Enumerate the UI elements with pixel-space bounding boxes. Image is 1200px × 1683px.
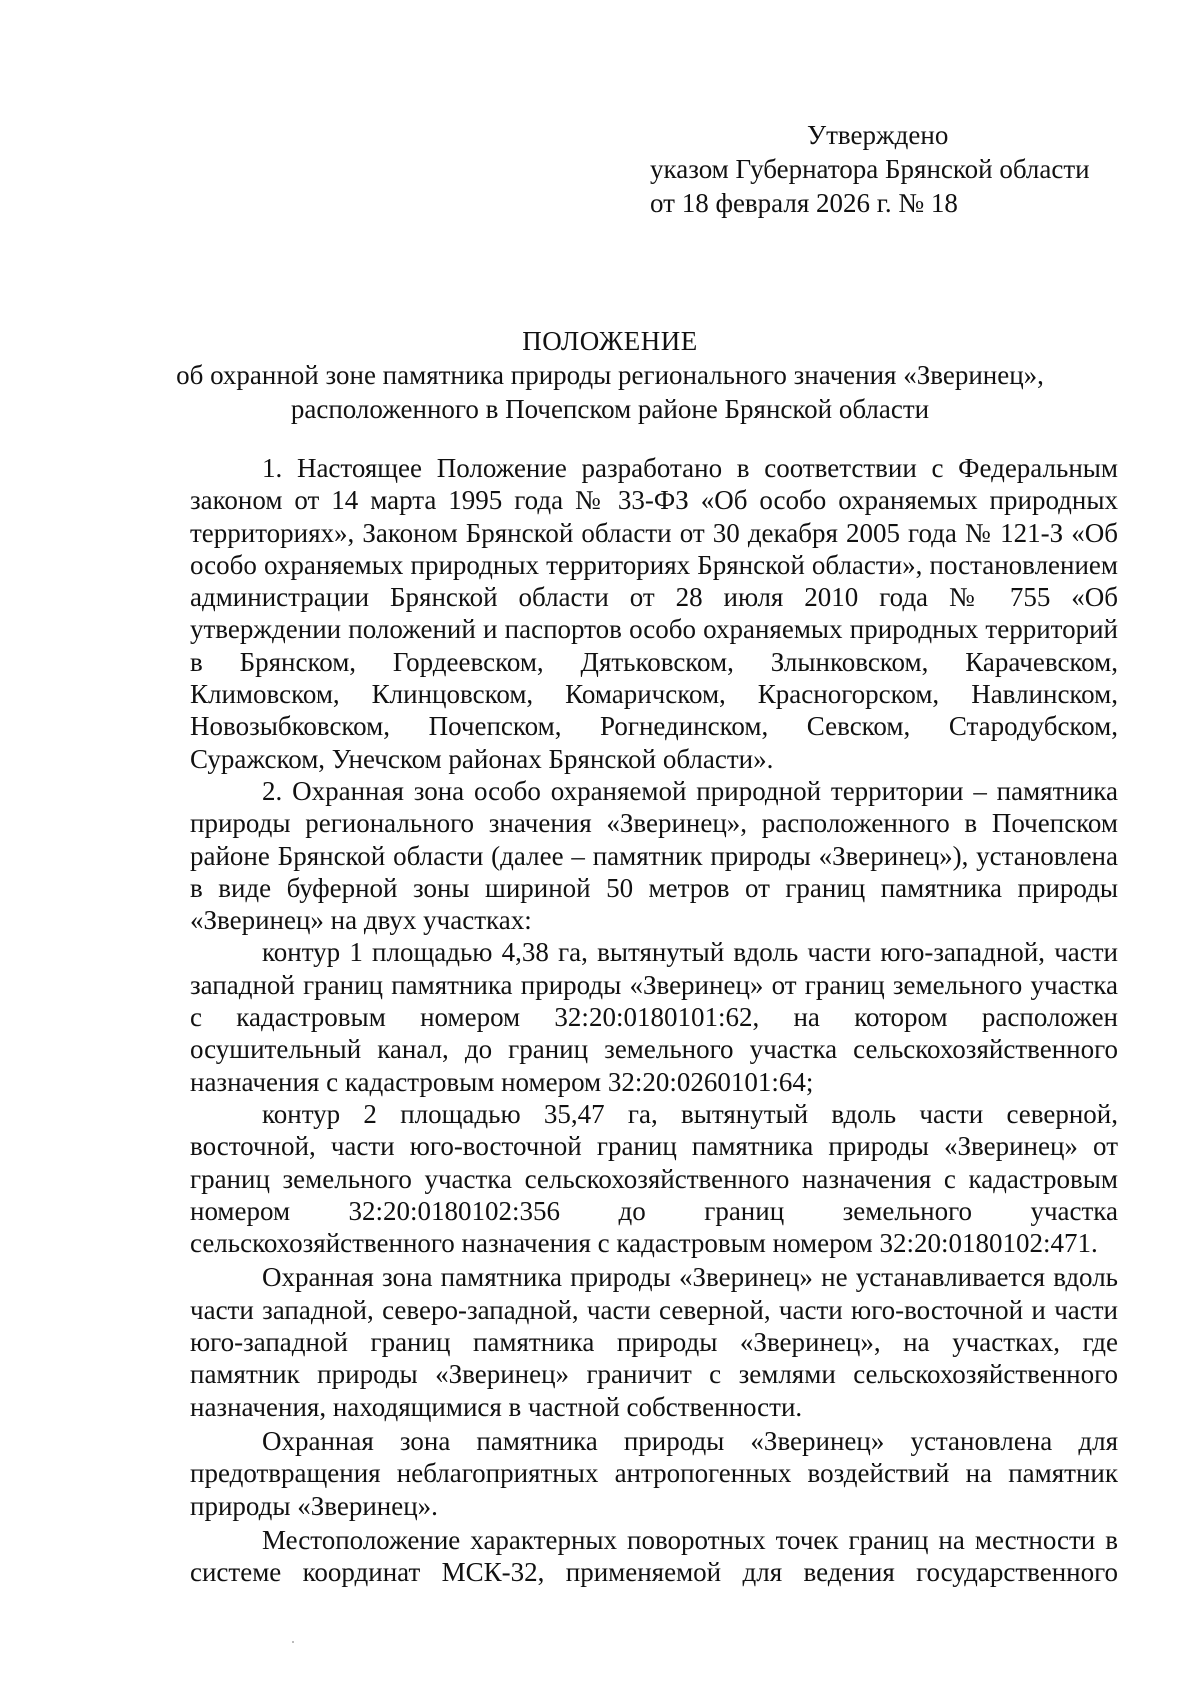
document-title-block xyxy=(150,324,1070,426)
scan-speck xyxy=(292,1641,294,1643)
paragraph-1-legal-basis: 1. Настоящее Положение разработано в соответствии с Федеральным законом от 14 марта 1995 года № 33-ФЗ «Об особо охраняемых природных территориях», Законом Брянской области от 30 декабря 2005 года № 121-З «Об особо охраняемых природных территориях Брянской области», постановлением администрации Брянской области от 28 июля 2010 года № 755 «Об утверждении положений и паспортов особо охраняемых природных территорий в Брянском, Гордеевском, Дятьковском, Злынковском, Карачевском, Климовском, Клинцовском, Комаричском, Красногорском, Навлинском, Новозыбковском, Почепском, Рогнединском, Севском, Стародубском, Суражском, Унечском районах Брянской области». xyxy=(190,453,1118,774)
document-body xyxy=(190,452,1118,1588)
approval-line-approved: Утверждено xyxy=(807,120,949,150)
approval-stamp xyxy=(650,118,1170,220)
paragraph-contour-2: контур 2 площадью 35,47 га, вытянутый вдоль части северной, восточной, части юго-восточной границ памятника природы «Зверинец» от границ земельного участка сельскохозяйственного назначения с кадастровым номером 32:20:0180102:356 до границ земельного участка сельскохозяйственного назначения с кадастровым номером 32:20:0180102:471. xyxy=(190,1098,1118,1259)
approval-line-date-number: от 18 февраля 2026 г. № 18 xyxy=(650,188,958,218)
paragraph-contour-1: контур 1 площадью 4,38 га, вытянутый вдоль части юго-западной, части западной границ памятника природы «Зверинец» от границ земельного участка с кадастровым номером 32:20:0180101:62, на котором расположен осушительный канал, до границ земельного участка сельскохозяйственного назначения с кадастровым номером 32:20:0260101:64; xyxy=(190,937,1118,1097)
paragraph-2-buffer-zone: 2. Охранная зона особо охраняемой природной территории – памятника природы регионального значения «Зверинец», расположенного в Почепском районе Брянской области (далее – памятник природы «Зверинец»), установлена в виде буферной зоны шириной 50 метров от границ памятника природы «Зверинец» на двух участках: xyxy=(190,775,1118,936)
paragraph-zone-purpose: Охранная зона памятника природы «Зверинец» установлена для предотвращения неблагоприятных антропогенных воздействий на памятник природы «Зверинец». xyxy=(190,1425,1118,1521)
document-heading: ПОЛОЖЕНИЕ xyxy=(522,326,698,356)
document-subtitle-line-2: расположенного в Почепском районе Брянской области xyxy=(290,394,930,424)
paragraph-coordinates-start: Местоположение характерных поворотных точек границ на местности в системе координат МСК-32, применяемой для ведения государственного xyxy=(190,1524,1118,1588)
paragraph-zone-exclusion: Охранная зона памятника природы «Зверинец» не устанавливается вдоль части западной, северо-западной, части северной, части юго-восточной и части юго-западной границ памятника природы «Зверинец», на участках, где памятник природы «Зверинец» граничит с землями сельскохозяйственного назначения, находящимися в частной собственности. xyxy=(190,1262,1118,1422)
approval-line-decree: указом Губернатора Брянской области xyxy=(650,154,1090,184)
document-subtitle-line-1: об охранной зоне памятника природы регионального значения «Зверинец», xyxy=(176,360,1044,390)
